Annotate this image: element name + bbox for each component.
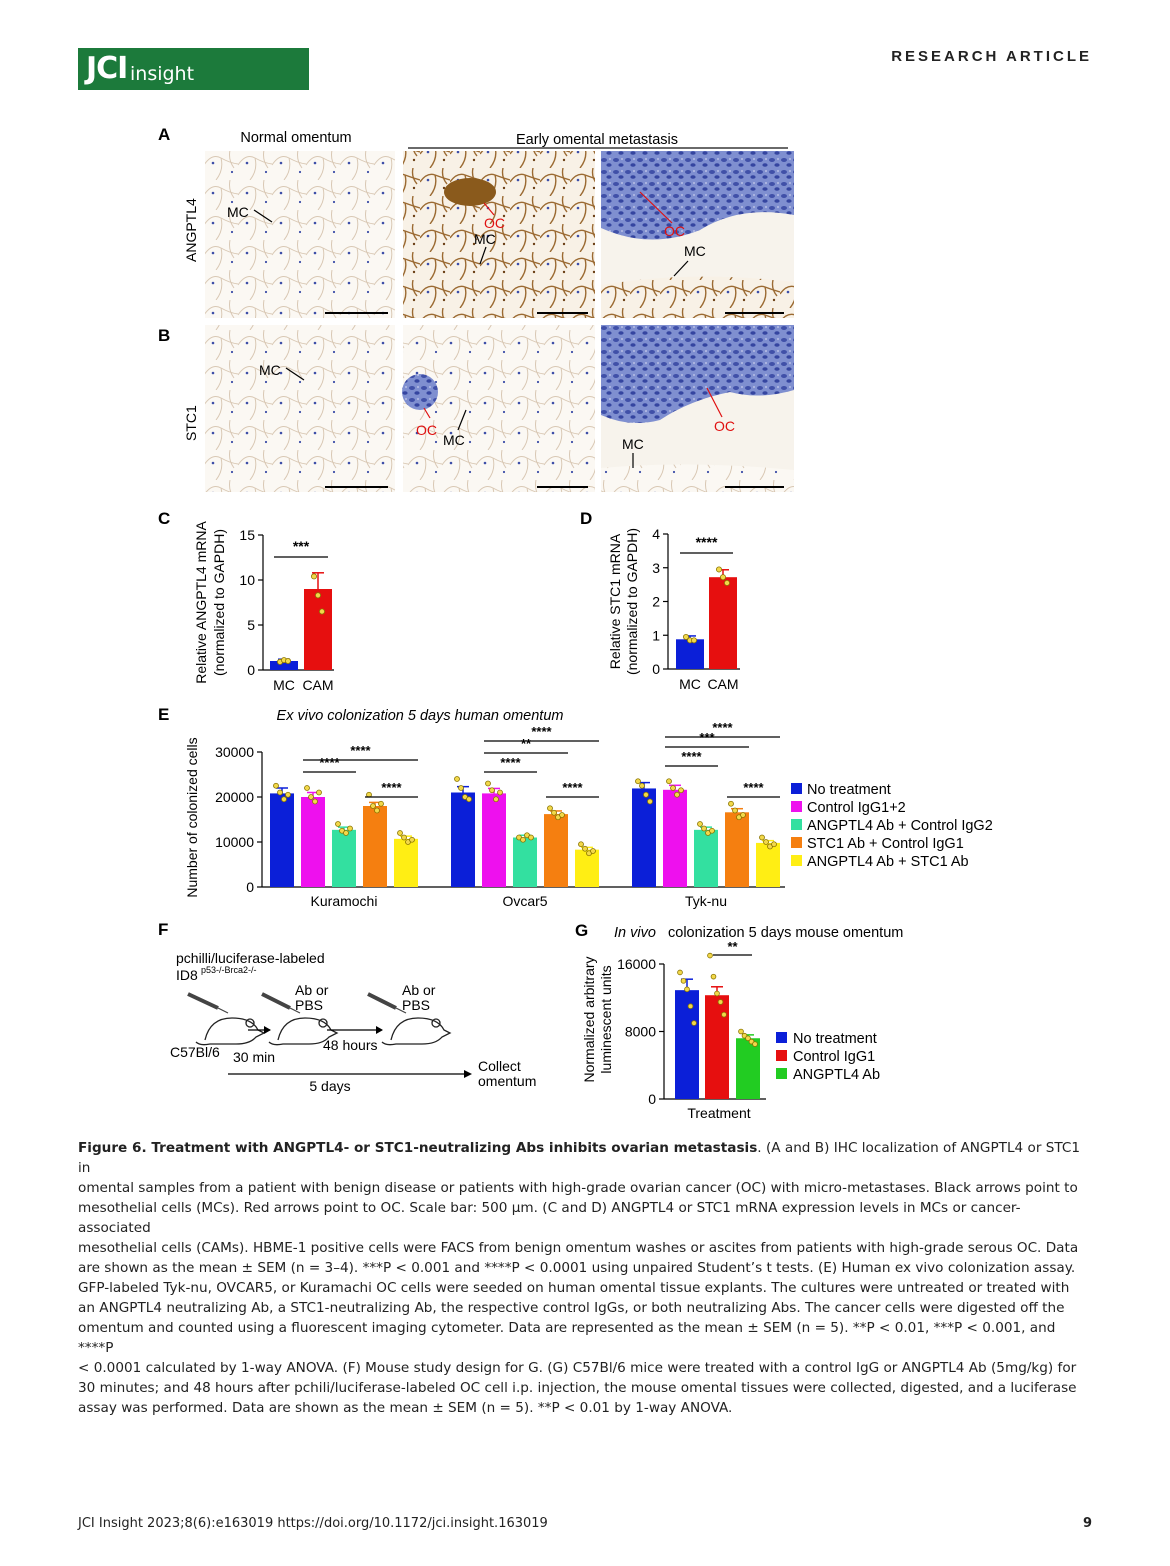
- data-point: [733, 808, 738, 813]
- label-mc: MC: [259, 362, 281, 378]
- data-point: [278, 790, 283, 795]
- data-point: [667, 779, 672, 784]
- data-point: [344, 831, 349, 836]
- data-point: [311, 574, 316, 579]
- legend-label: Control IgG1: [793, 1049, 876, 1065]
- f-syringe-1: [188, 994, 228, 1013]
- f-total: 5 days: [309, 1078, 351, 1094]
- data-point: [675, 792, 680, 797]
- y-tick-label: 30000: [215, 744, 254, 760]
- data-point: [286, 792, 291, 797]
- significance-label: ****: [712, 720, 733, 735]
- data-point: [552, 810, 557, 815]
- x-tick-label: Kuramochi: [310, 893, 378, 909]
- legend-label: ANGPTL4 Ab + STC1 Ab: [807, 854, 969, 870]
- chart-g: [581, 925, 903, 1121]
- caption-line: < 0.0001 calculated by 1-way ANOVA. (F) Mouse study design for G. (G) C57Bl/6 mice were treated with a control IgG or ANGPTL4 Ab (5mg/kg) for: [78, 1360, 1077, 1376]
- data-point: [644, 792, 649, 797]
- data-point: [459, 786, 464, 791]
- x-tick-label: CAM: [302, 677, 334, 693]
- chart-title: colonization 5 days mouse omentum: [668, 925, 904, 941]
- data-point: [739, 1029, 744, 1034]
- chart-d: [607, 526, 740, 692]
- label-mc: MC: [443, 432, 465, 448]
- bar: [363, 806, 387, 887]
- f-end1: Collect: [478, 1058, 521, 1074]
- panel-a: [158, 125, 794, 318]
- legend-label: ANGPTL4 Ab + Control IgG2: [807, 818, 993, 834]
- significance-label: ****: [562, 780, 583, 795]
- caption-line: 30 minutes; and 48 hours after pchili/luciferase-labeled OC cell i.p. injection, the mouse omental tissues were collected, digested, and a luciferase: [78, 1380, 1077, 1396]
- f-strain-sup: p53-/-Brca2-/-: [201, 965, 257, 975]
- legend-swatch: [776, 1068, 787, 1079]
- bar: [694, 830, 718, 887]
- y-axis-label: Relative ANGPTL4 mRNA: [193, 521, 209, 684]
- data-point: [591, 849, 596, 854]
- data-point: [336, 822, 341, 827]
- y-tick-label: 10: [239, 572, 255, 588]
- data-point: [285, 658, 290, 663]
- data-point: [494, 797, 499, 802]
- data-point: [708, 953, 713, 958]
- bar: [709, 577, 737, 669]
- f-mouse-3: [382, 1018, 450, 1045]
- logo-main: JCI: [86, 51, 128, 86]
- y-tick-label: 16000: [617, 956, 656, 972]
- f-syringe-3: [368, 994, 406, 1013]
- bar: [270, 793, 294, 887]
- svg-text:G: G: [575, 921, 589, 940]
- y-tick-label: 1: [652, 627, 660, 644]
- footer-citation: JCI Insight 2023;8(6):e163019 https://doi.org/10.1172/jci.insight.163019: [78, 1516, 548, 1531]
- data-point: [379, 801, 384, 806]
- data-point: [583, 846, 588, 851]
- y-tick-label: 0: [648, 1091, 656, 1107]
- data-point: [753, 1042, 758, 1047]
- article-type: RESEARCH ARTICLE: [891, 48, 1092, 65]
- data-point: [498, 790, 503, 795]
- bar: [676, 639, 704, 669]
- data-point: [317, 790, 322, 795]
- data-point: [636, 779, 641, 784]
- y-tick-label: 20000: [215, 789, 254, 805]
- data-point: [348, 826, 353, 831]
- bar: [304, 589, 332, 670]
- caption-line: omentum and counted using a fluorescent imaging cytometer. Data are represented as the mean ± SEM (n = 5). **P < 0.01, ***P < 0.001, and ****P: [78, 1320, 1056, 1356]
- data-point: [724, 580, 729, 585]
- panel-d: [580, 509, 740, 692]
- data-point: [274, 783, 279, 788]
- x-tick-label: CAM: [707, 676, 739, 692]
- label-oc: OC: [664, 223, 685, 239]
- y-axis-label: Normalized arbitrary: [581, 956, 597, 1083]
- y-tick-label: 0: [246, 879, 254, 895]
- f-treat1: Ab or: [295, 982, 329, 998]
- data-point: [688, 1004, 693, 1009]
- data-point: [741, 813, 746, 818]
- ihc-stc1-normal: [205, 325, 395, 492]
- caption-first-line: [78, 1138, 1092, 1178]
- data-point: [371, 804, 376, 809]
- data-point: [309, 795, 314, 800]
- data-point: [548, 806, 553, 811]
- y-tick-label: 3: [652, 559, 660, 576]
- panel-f-letter: F: [158, 920, 169, 939]
- significance-label: ****: [681, 749, 702, 764]
- data-point: [455, 777, 460, 782]
- bar: [513, 838, 537, 888]
- data-point: [579, 842, 584, 847]
- data-point: [692, 1021, 697, 1026]
- data-point: [720, 575, 725, 580]
- legend-label: No treatment: [807, 782, 891, 798]
- data-point: [521, 837, 526, 842]
- y-tick-label: 5: [247, 617, 255, 633]
- significance-label: **: [520, 736, 532, 751]
- data-point: [375, 808, 380, 813]
- bar: [544, 814, 568, 887]
- panel-b: [158, 325, 794, 492]
- y-tick-label: 15: [239, 527, 255, 543]
- data-point: [710, 828, 715, 833]
- bar: [756, 843, 780, 887]
- data-point: [678, 970, 683, 975]
- significance-label: ****: [743, 780, 764, 795]
- caption-line: omental samples from a patient with benign disease or patients with high-grade ovarian cancer (OC) with micro-metastases. Black arrows point to: [78, 1180, 1078, 1196]
- f-end2: omentum: [478, 1073, 537, 1089]
- bar: [675, 990, 699, 1099]
- panel-b-row-label: STC1: [183, 405, 199, 441]
- bar: [663, 790, 687, 887]
- x-tick-label: Tyk-nu: [684, 893, 728, 909]
- bar: [736, 1038, 760, 1099]
- significance-label: ***: [699, 730, 715, 745]
- legend-swatch: [776, 1050, 787, 1061]
- significance-label: **: [727, 939, 738, 954]
- legend-swatch: [791, 855, 802, 866]
- x-tick-label: MC: [273, 677, 295, 693]
- bar: [394, 839, 418, 887]
- f-strain: ID8: [176, 967, 198, 983]
- data-point: [772, 842, 777, 847]
- page-number: 9: [1082, 1516, 1092, 1531]
- data-point: [560, 813, 565, 818]
- data-point: [640, 783, 645, 788]
- chart-e: [184, 708, 993, 909]
- data-point: [671, 786, 676, 791]
- data-point: [716, 567, 721, 572]
- data-point: [319, 609, 324, 614]
- data-point: [313, 799, 318, 804]
- data-point: [282, 797, 287, 802]
- svg-text:E: E: [158, 705, 170, 724]
- legend-label: STC1 Ab + Control IgG1: [807, 836, 964, 852]
- y-axis-label: (normalized to GAPDH): [211, 528, 227, 677]
- panel-g: [575, 921, 903, 1121]
- figure-6: [150, 118, 1030, 1128]
- panel-a-col23-title: Early omental metastasis: [516, 132, 678, 148]
- f-treat1b: PBS: [295, 997, 324, 1013]
- y-tick-label: 4: [652, 526, 660, 542]
- data-point: [486, 781, 491, 786]
- panel-f: [158, 920, 536, 1094]
- chart-c: [193, 521, 334, 693]
- bar: [451, 793, 475, 888]
- significance-label: ****: [500, 755, 521, 770]
- x-tick-label: MC: [679, 676, 701, 692]
- legend-swatch: [791, 783, 802, 794]
- data-point: [698, 822, 703, 827]
- journal-logo: [78, 48, 309, 90]
- ihc-angptl4-normal: [205, 151, 395, 318]
- y-tick-label: 0: [247, 662, 255, 678]
- label-mc: MC: [227, 204, 249, 220]
- bar: [632, 788, 656, 887]
- bar: [301, 797, 325, 887]
- caption-line: mesothelial cells (CAMs). HBME-1 positive cells were FACS from benign omentum washes or ascites from patients with high-grade serous OC. Data: [78, 1240, 1079, 1256]
- caption-line: mesothelial cells (MCs). Red arrows point to OC. Scale bar: 500 µm. (C and D) ANGPTL4 or STC1 mRNA expression levels in MCs or cancer-associated: [78, 1200, 1021, 1236]
- panel-a-letter: A: [158, 125, 171, 144]
- label-mc: MC: [622, 436, 644, 452]
- legend-swatch: [791, 801, 802, 812]
- data-point: [715, 991, 720, 996]
- f-cell-line: pchilli/luciferase-labeled: [176, 950, 325, 966]
- caption-line: GFP-labeled Tyk-nu, OVCAR5, or Kuramachi OC cells were seeded on human omental tissue explants. The cultures were untreated or treated with: [78, 1280, 1070, 1296]
- figure-caption: [78, 1138, 1092, 1418]
- bar: [705, 995, 729, 1099]
- data-point: [702, 826, 707, 831]
- caption-line: are shown as the mean ± SEM (n = 3–4). ***P < 0.001 and ****P < 0.0001 using unpaired Student’s t tests. (E) Human ex vivo colonization assay.: [78, 1260, 1076, 1276]
- data-point: [711, 974, 716, 979]
- data-point: [490, 788, 495, 793]
- legend-label: ANGPTL4 Ab: [793, 1067, 881, 1083]
- data-point: [402, 835, 407, 840]
- f-mouse-1: [196, 1018, 264, 1045]
- panel-e: [158, 705, 993, 909]
- significance-label: ****: [350, 743, 371, 758]
- data-point: [679, 788, 684, 793]
- y-tick-label: 10000: [215, 834, 254, 850]
- data-point: [305, 786, 310, 791]
- legend-label: No treatment: [793, 1031, 877, 1047]
- data-point: [681, 978, 686, 983]
- caption-body: [78, 1178, 1092, 1418]
- panel-a-col1-title: Normal omentum: [240, 130, 352, 146]
- significance-label: ****: [695, 534, 718, 550]
- data-point: [315, 593, 320, 598]
- bar: [725, 812, 749, 887]
- legend-swatch: [791, 819, 802, 830]
- data-point: [760, 835, 765, 840]
- legend-swatch: [791, 837, 802, 848]
- chart-title: Ex vivo colonization 5 days human omentum: [276, 708, 564, 724]
- y-axis-label: Relative STC1 mRNA: [607, 533, 623, 670]
- caption-first-rest: . (A and B) IHC localization of ANGPTL4 or STC1 in: [78, 1140, 1081, 1176]
- data-point: [398, 831, 403, 836]
- data-point: [722, 1012, 727, 1017]
- caption-line: an ANGPTL4 neutralizing Ab, a STC1-neutralizing Ab, the respective control IgGs, or both neutralizing Abs. The cancer cells were digested off the: [78, 1300, 1065, 1316]
- legend-label: Control IgG1+2: [807, 800, 906, 816]
- data-point: [729, 801, 734, 806]
- svg-text:C: C: [158, 509, 171, 528]
- data-point: [764, 840, 769, 845]
- panel-c: [158, 509, 334, 693]
- y-tick-label: 8000: [624, 1023, 656, 1040]
- label-oc: OC: [714, 418, 735, 434]
- label-mc: MC: [684, 243, 706, 259]
- f-mouse-strain: C57Bl/6: [170, 1044, 220, 1060]
- y-axis-label: (normalized to GAPDH): [624, 527, 640, 676]
- label-oc: OC: [484, 215, 505, 231]
- data-point: [691, 638, 696, 643]
- f-treat2b: PBS: [402, 997, 431, 1013]
- legend-swatch: [776, 1032, 787, 1043]
- x-axis-label: Treatment: [687, 1105, 751, 1121]
- caption-line: assay was performed. Data are shown as the mean ± SEM (n = 5). **P < 0.01 by 1-way ANOVA.: [78, 1400, 733, 1416]
- label-mc: MC: [474, 231, 496, 247]
- x-tick-label: Ovcar5: [502, 893, 548, 909]
- significance-label: ****: [381, 780, 402, 795]
- y-axis-label: Number of colonized cells: [184, 737, 200, 898]
- data-point: [648, 799, 653, 804]
- data-point: [410, 837, 415, 842]
- chart-title-italic: In vivo: [614, 925, 656, 941]
- data-point: [467, 797, 472, 802]
- significance-label: ****: [319, 755, 340, 770]
- y-tick-label: 2: [652, 593, 660, 610]
- bar: [482, 793, 506, 887]
- caption-label: Figure 6. Treatment with ANGPTL4- or STC1-neutralizing Abs inhibits ovarian metastasis: [78, 1140, 758, 1156]
- bar: [332, 830, 356, 887]
- panel-b-letter: B: [158, 326, 171, 345]
- significance-label: ****: [531, 724, 552, 739]
- panel-a-row-label: ANGPTL4: [183, 198, 199, 262]
- logo-sub: insight: [130, 63, 195, 85]
- f-t1: 30 min: [233, 1049, 276, 1065]
- y-tick-label: 0: [652, 661, 660, 677]
- svg-text:D: D: [580, 509, 593, 528]
- label-oc: OC: [416, 422, 437, 438]
- data-point: [718, 1000, 723, 1005]
- data-point: [685, 987, 690, 992]
- f-treat2: Ab or: [402, 982, 436, 998]
- y-axis-label: luminescent units: [598, 965, 614, 1074]
- f-t2: 48 hours: [323, 1037, 378, 1053]
- ihc-angptl4-early-1: [403, 151, 595, 318]
- significance-label: ***: [292, 538, 310, 554]
- ihc-stc1-early-1: [403, 325, 595, 492]
- data-point: [529, 835, 534, 840]
